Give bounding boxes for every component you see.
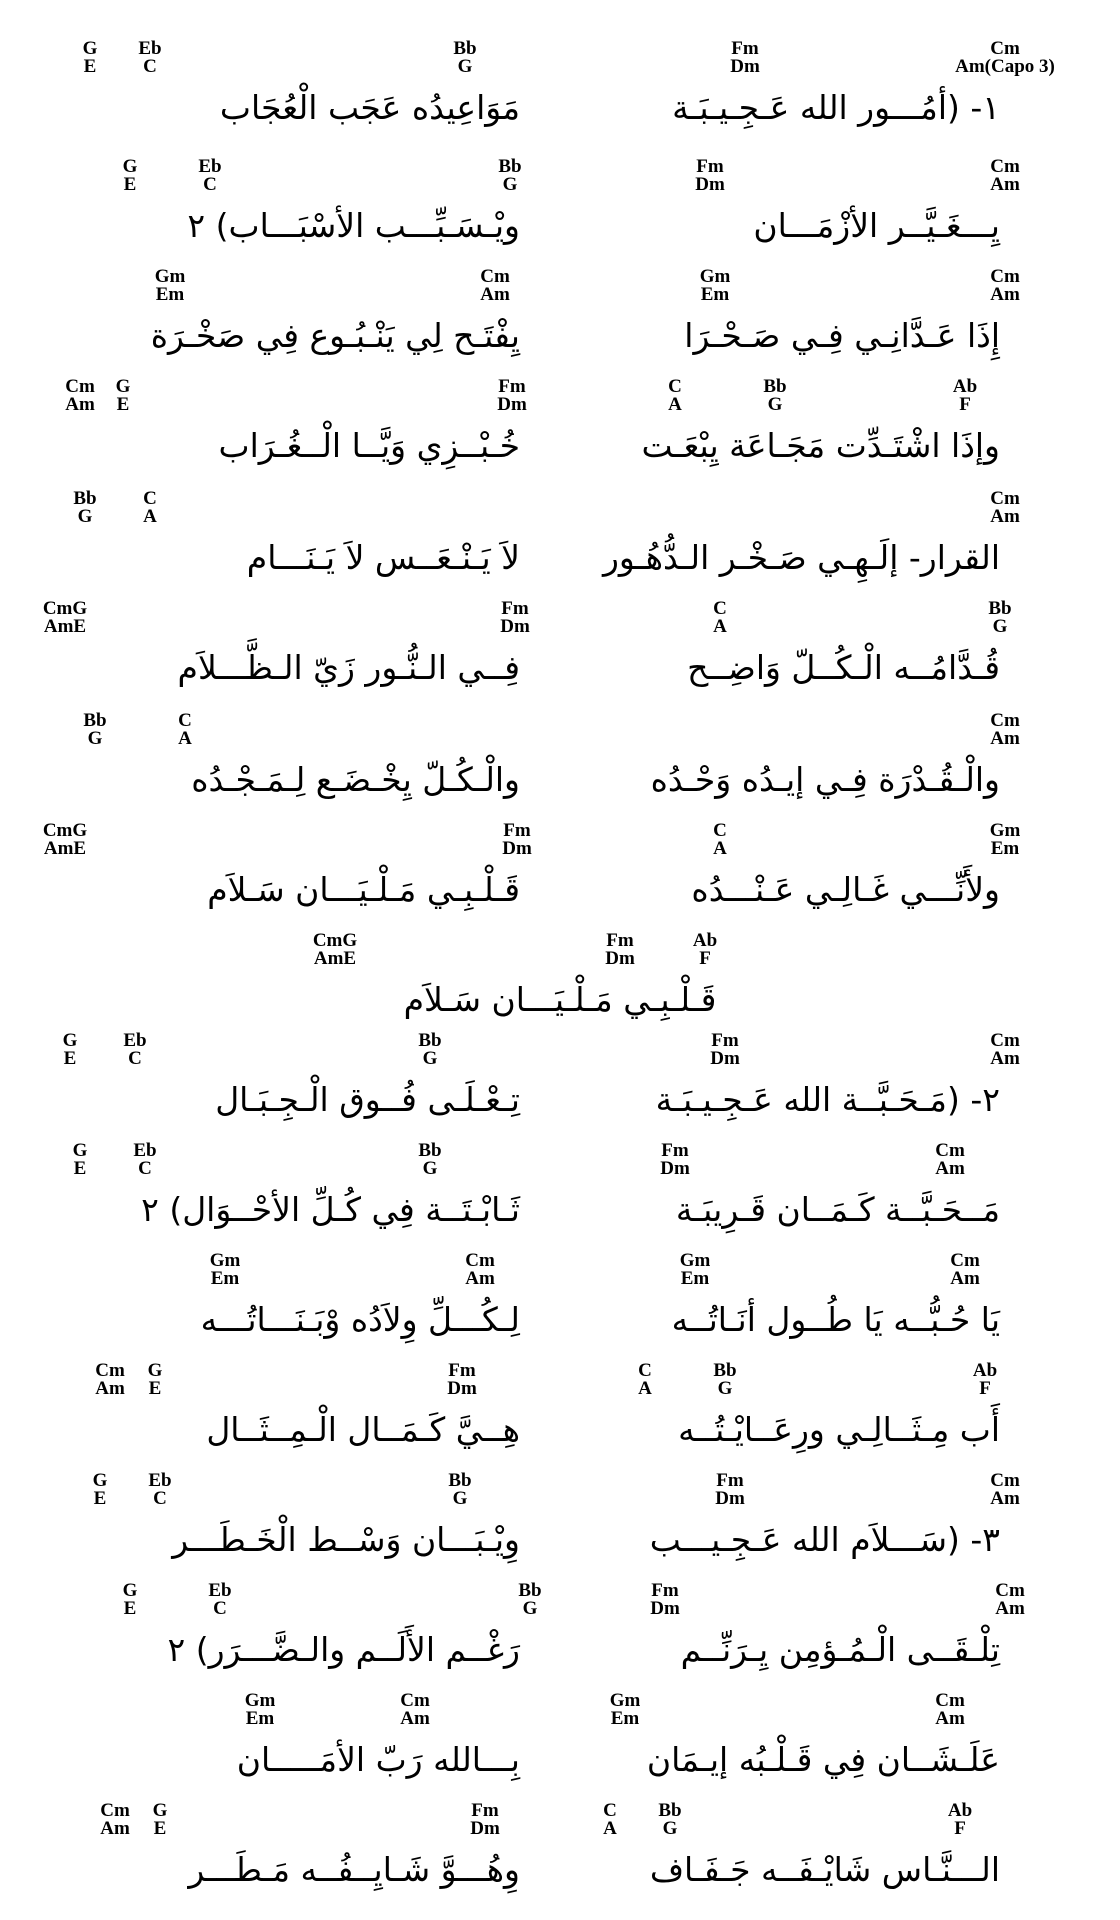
chord-name: Fm [696,156,724,177]
chord-label [198,158,221,194]
chord-capo-name: E [123,1598,137,1619]
chord-capo-name: C [153,1488,167,1509]
chord-label [498,158,521,194]
chord-capo-name: F [699,948,711,969]
chord-name: Ab [692,930,718,951]
chord-label [713,1362,736,1398]
chord-capo-name: C [128,1048,142,1069]
chord-capo-name: E [63,1048,77,1069]
chord-name: G [122,1580,138,1601]
chord-capo-name: Em [990,838,1020,859]
chord-label [955,40,1055,76]
chord-capo-name: Am [480,284,510,305]
lyric-line-left: بِـــالله رَبّ الأمَـــــان [236,1740,520,1779]
chord-label [710,1032,740,1068]
chord-capo-name: Dm [730,56,760,77]
chord-capo-name: Em [155,284,185,305]
chord-name: Eb [198,156,222,177]
chord-label [695,158,725,194]
chord-capo-name: Em [680,1268,710,1289]
chord-capo-name: Dm [695,174,725,195]
chord-label [210,1252,241,1288]
chord-name: Cm [990,156,1020,177]
chord-capo-name: A [713,838,727,859]
chord-label [668,378,682,414]
chord-label [178,712,192,748]
chord-label [730,40,760,76]
chord-name: Cm [990,38,1020,59]
chord-label [988,600,1011,636]
chord-name: Gm [244,1690,276,1711]
chord-name: Cm [65,376,95,397]
chord-label [465,1252,495,1288]
chord-capo-name: A [713,616,727,637]
chord-label [990,490,1020,526]
lyric-line-left: ثَـابْـتَــة فِي كُـلِّ الأحْــوَال) ٢ [141,1190,520,1229]
chord-capo-name: AmE [43,616,87,637]
chord-name: Cm [990,266,1020,287]
lyric-line-left: وِيْـبَـــان وَسْــط الْخَـطَـــر [172,1520,520,1559]
lyric-line-left: ويْـسَـبِّـــب الأسْبَـــاب) ٢ [187,206,520,245]
chord-name: Fm [711,1030,739,1051]
chord-capo-name: Dm [497,394,527,415]
chord-capo-name: Am [935,1708,965,1729]
chord-name: Ab [947,1800,973,1821]
chord-name: Gm [209,1250,241,1271]
chord-name: Bb [418,1140,442,1161]
chord-name: Bb [518,1580,542,1601]
chord-capo-name: C [143,56,157,77]
chord-capo-name: G [717,1378,733,1399]
chord-capo-name: Am [990,174,1020,195]
chord-label [447,1362,477,1398]
chord-capo-name: G [522,1598,538,1619]
chord-label [470,1802,500,1838]
chord-capo-name: Dm [500,616,530,637]
chord-capo-name: Am(Capo 3) [955,56,1055,77]
chord-name: Fm [606,930,634,951]
chord-label [990,268,1020,304]
chord-label [148,1362,163,1398]
chord-label [700,268,731,304]
chord-label [155,268,186,304]
chord-name: C [143,488,157,509]
chord-capo-name: A [178,728,192,749]
chord-label [990,1032,1020,1068]
chord-capo-name: Am [950,1268,980,1289]
chord-label [453,40,476,76]
chord-name: Fm [448,1360,476,1381]
lyric-line-left: مَوَاعِيدُه عَجَب الْعُجَاب [219,88,520,127]
chord-name: C [638,1360,652,1381]
chord-name: Fm [503,820,531,841]
chord-name: C [713,598,727,619]
chord-capo-name: G [422,1158,438,1179]
chord-capo-name: Am [995,1598,1025,1619]
chord-capo-name: E [83,56,97,77]
chord-label [100,1802,130,1838]
chord-name: G [115,376,131,397]
chord-capo-name: Am [65,394,95,415]
chord-label [605,932,635,968]
chord-label [660,1142,690,1178]
chord-name: Eb [208,1580,232,1601]
chord-label [935,1142,965,1178]
chord-name: Cm [465,1250,495,1271]
chord-label [518,1582,541,1618]
chord-capo-name: Am [990,284,1020,305]
chord-label [650,1582,680,1618]
chord-label [65,378,95,414]
lyric-line-right: يَا حُـبُّــه يَا طُــول أنَـاتُــه [671,1300,1000,1339]
lyric-line-right: ٣- (سَـــلاَم الله عَـجِـيـــب [649,1520,1000,1559]
chord-name: CmG [42,820,88,841]
chord-capo-name: Am [990,506,1020,527]
chord-name: C [178,710,192,731]
chord-label [990,712,1020,748]
chord-label [73,1142,88,1178]
lyric-line-left: رَغْــم الأَلَــم والـضَّـــرَر) ٢ [167,1630,520,1669]
chord-label [973,1362,997,1398]
lyric-line-right: ولأَنِّـــي غَـالِـي عَـنْـــدُه [691,870,1000,909]
chord-capo-name: G [452,1488,468,1509]
chord-label [500,600,530,636]
chord-label [480,268,510,304]
chord-capo-name: G [767,394,783,415]
chord-label [497,378,527,414]
chord-name: Bb [713,1360,737,1381]
chord-capo-name: G [502,174,518,195]
chord-label [123,1582,138,1618]
chord-label [138,40,161,76]
lyric-line-left: لِـكُـــلِّ وِلاَدُه وْبَـنَـــاتُـــه [200,1300,520,1339]
chord-capo-name: Dm [447,1378,477,1399]
lyric-line-left: هِــيَّ كَـمَــال الْـمِــثَــال [206,1410,520,1449]
chord-name: Cm [95,1360,125,1381]
chord-capo-name: C [213,1598,227,1619]
chord-name: Cm [480,266,510,287]
chord-name: Fm [471,1800,499,1821]
chord-name: Bb [763,376,787,397]
chord-capo-name: E [148,1378,162,1399]
chord-label [953,378,977,414]
chord-name: G [92,1470,108,1491]
chord-capo-name: A [143,506,157,527]
chord-label [990,158,1020,194]
chord-capo-name: AmE [313,948,357,969]
chord-name: G [72,1140,88,1161]
lyric-line-right: القرار- إلَـهِـي صَـخْـر الـدُّهُـور [602,538,1000,577]
chord-name: Ab [952,376,978,397]
chord-label [448,1472,471,1508]
chord-label [116,378,131,414]
chord-label [715,1472,745,1508]
chord-name: Eb [133,1140,157,1161]
chord-name: Fm [501,598,529,619]
chord-capo-name: Am [990,728,1020,749]
chord-name: Bb [658,1800,682,1821]
lyric-line-right: تِلْـقَــى الْـمُـؤمِن يِـرَنِّــم [680,1630,1000,1669]
lyric-line-left: خُـبْــزِي وَيَّــا الْــغُـرَاب [218,426,520,465]
chord-name: Eb [138,38,162,59]
chord-name: C [603,1800,617,1821]
lyric-line-right: عَلَـشَــان فِي قَـلْـبُه إيـمَان [646,1740,1000,1779]
lyric-line-right: أَب مِـثَــالِـي ورِعَــايْـتُــه [678,1410,1000,1449]
chord-label [418,1142,441,1178]
chord-capo-name: Em [210,1268,240,1289]
lyric-line-right: مَــحَـبَّــة كَـمَــان قَـرِيبَـة [675,1190,1000,1229]
chord-capo-name: Dm [715,1488,745,1509]
chord-label [610,1692,641,1728]
lyric-line-left: وِهُـــوَّ شَـايِــفُــه مَـطَـــر [188,1850,520,1889]
chord-capo-name: Am [95,1378,125,1399]
chord-capo-name: E [153,1818,167,1839]
chord-name: CmG [42,598,88,619]
chord-name: Gm [699,266,731,287]
chord-name: Eb [148,1470,172,1491]
chord-name: Bb [73,488,97,509]
chord-name: Cm [950,1250,980,1271]
chord-capo-name: Dm [605,948,635,969]
chord-capo-name: F [954,1818,966,1839]
chord-capo-name: Dm [502,838,532,859]
lyric-line-left: فِــي الـنُّـور زَيّ الـظَّـــلاَم [177,648,520,687]
chord-name: Cm [990,1030,1020,1051]
chord-label [990,1472,1020,1508]
chord-name: G [82,38,98,59]
chord-name: Cm [935,1140,965,1161]
chord-label [93,1472,108,1508]
chord-label [313,932,357,968]
chord-capo-name: Em [700,284,730,305]
chord-name: Bb [83,710,107,731]
chord-label [603,1802,617,1838]
chord-name: Eb [123,1030,147,1051]
chord-capo-name: A [638,1378,652,1399]
chord-name: Ab [972,1360,998,1381]
chord-name: Cm [990,710,1020,731]
chord-name: Cm [400,1690,430,1711]
chord-capo-name: G [77,506,93,527]
lyric-line-right: قُـدَّامُــه الْـكُــلّ وَاضِــح [687,648,1000,687]
chord-capo-name: Am [400,1708,430,1729]
chord-label [502,822,532,858]
chord-label [950,1252,980,1288]
chord-capo-name: E [73,1158,87,1179]
chord-name: Cm [935,1690,965,1711]
lyric-line-right: الـــنَّـاس شَايْـفَــه جَـفَـاف [649,1850,1000,1889]
chord-name: Bb [498,156,522,177]
chord-capo-name: Am [990,1048,1020,1069]
chord-name: Bb [988,598,1012,619]
chord-label [95,1362,125,1398]
chord-label [148,1472,171,1508]
lyric-line-right: ٢- (مَـحَـبَّــة الله عَـجِـيـبَـة [655,1080,1000,1119]
chord-capo-name: C [203,174,217,195]
chord-name: Fm [731,38,759,59]
chord-label [693,932,717,968]
chord-name: C [668,376,682,397]
lyric-line-right: إِذَا عَـدَّانِـي فِـي صَـحْـرَا [684,316,1000,355]
chord-name: Cm [990,1470,1020,1491]
chord-name: Cm [990,488,1020,509]
chord-label [43,822,87,858]
chord-name: Gm [679,1250,711,1271]
chord-capo-name: E [93,1488,107,1509]
lyric-line-right: وإذَا اشْتَـدِّت مَجَـاعَة يِبْعَـت [641,426,1000,465]
chord-label [63,1032,78,1068]
chord-capo-name: G [992,616,1008,637]
lyric-line-left: والْـكُـلّ يِخْـضَـع لِـمَـجْـدُه [191,760,520,799]
chord-label [43,600,87,636]
chord-capo-name: C [138,1158,152,1179]
chord-capo-name: Em [610,1708,640,1729]
chord-capo-name: E [123,174,137,195]
lyric-line-left: قَـلْـبِـي مَـلْـيَـــان سَـلاَم [207,870,520,909]
chord-capo-name: Am [935,1158,965,1179]
lyric-line-left: لاَ يَـنْـعَــس لاَ يَـنَـــام [246,538,520,577]
chord-label [123,158,138,194]
chord-capo-name: Dm [470,1818,500,1839]
chord-name: G [122,156,138,177]
chord-capo-name: F [959,394,971,415]
lyric-line-right: يِـــغَـيَّــر الأزْمَـــان [753,206,1000,245]
chord-capo-name: Em [245,1708,275,1729]
chord-name: Gm [989,820,1021,841]
lyric-line-right: ١- (أمُـــور الله عَـجِـيـبَـة [672,88,1000,127]
chord-capo-name: AmE [43,838,87,859]
chord-label [658,1802,681,1838]
chord-capo-name: E [116,394,130,415]
chord-name: Cm [995,1580,1025,1601]
chord-label [713,600,727,636]
chord-label [713,822,727,858]
chord-name: Fm [716,1470,744,1491]
chord-label [133,1142,156,1178]
chord-label [123,1032,146,1068]
lyric-line-left: تِـعْـلَـى فُــوق الْـجِـبَـال [215,1080,520,1119]
chord-name: Bb [448,1470,472,1491]
chord-capo-name: Am [990,1488,1020,1509]
chord-label [143,490,157,526]
chord-capo-name: Am [465,1268,495,1289]
chord-name: G [62,1030,78,1051]
chord-label [935,1692,965,1728]
chord-label [73,490,96,526]
chord-capo-name: Dm [710,1048,740,1069]
chord-name: Fm [661,1140,689,1161]
chord-capo-name: Dm [650,1598,680,1619]
chord-name: G [147,1360,163,1381]
chord-capo-name: F [979,1378,991,1399]
chord-name: Gm [609,1690,641,1711]
chord-name: Bb [418,1030,442,1051]
chord-label [153,1802,168,1838]
chord-name: Cm [100,1800,130,1821]
chord-name: Fm [651,1580,679,1601]
chord-name: Gm [154,266,186,287]
chord-label [208,1582,231,1618]
chord-label [995,1582,1025,1618]
chord-capo-name: G [87,728,103,749]
chord-capo-name: Am [100,1818,130,1839]
chord-name: Bb [453,38,477,59]
chord-capo-name: G [457,56,473,77]
chord-label [638,1362,652,1398]
chord-name: C [713,820,727,841]
chord-name: G [152,1800,168,1821]
chord-label [400,1692,430,1728]
chord-capo-name: A [668,394,682,415]
lyric-line-left: يِفْتَـح لِي يَنْـبُـوع فِي صَخْـرَة [150,316,520,355]
chord-label [418,1032,441,1068]
chord-label [245,1692,276,1728]
lyric-line-center: قَـلْـبِـي مَـلْـيَـــان سَـلاَم [403,980,717,1019]
chord-name: Fm [498,376,526,397]
chord-label [763,378,786,414]
chord-label [948,1802,972,1838]
chord-capo-name: G [422,1048,438,1069]
lyric-line-right: والْـقُـدْرَة فِـي إيـدُه وَحْـدُه [650,760,1000,799]
chord-capo-name: A [603,1818,617,1839]
chord-capo-name: G [662,1818,678,1839]
chord-capo-name: Dm [660,1158,690,1179]
chord-label [83,712,106,748]
chord-label [990,822,1021,858]
chord-label [680,1252,711,1288]
chord-label [83,40,98,76]
chord-name: CmG [312,930,358,951]
